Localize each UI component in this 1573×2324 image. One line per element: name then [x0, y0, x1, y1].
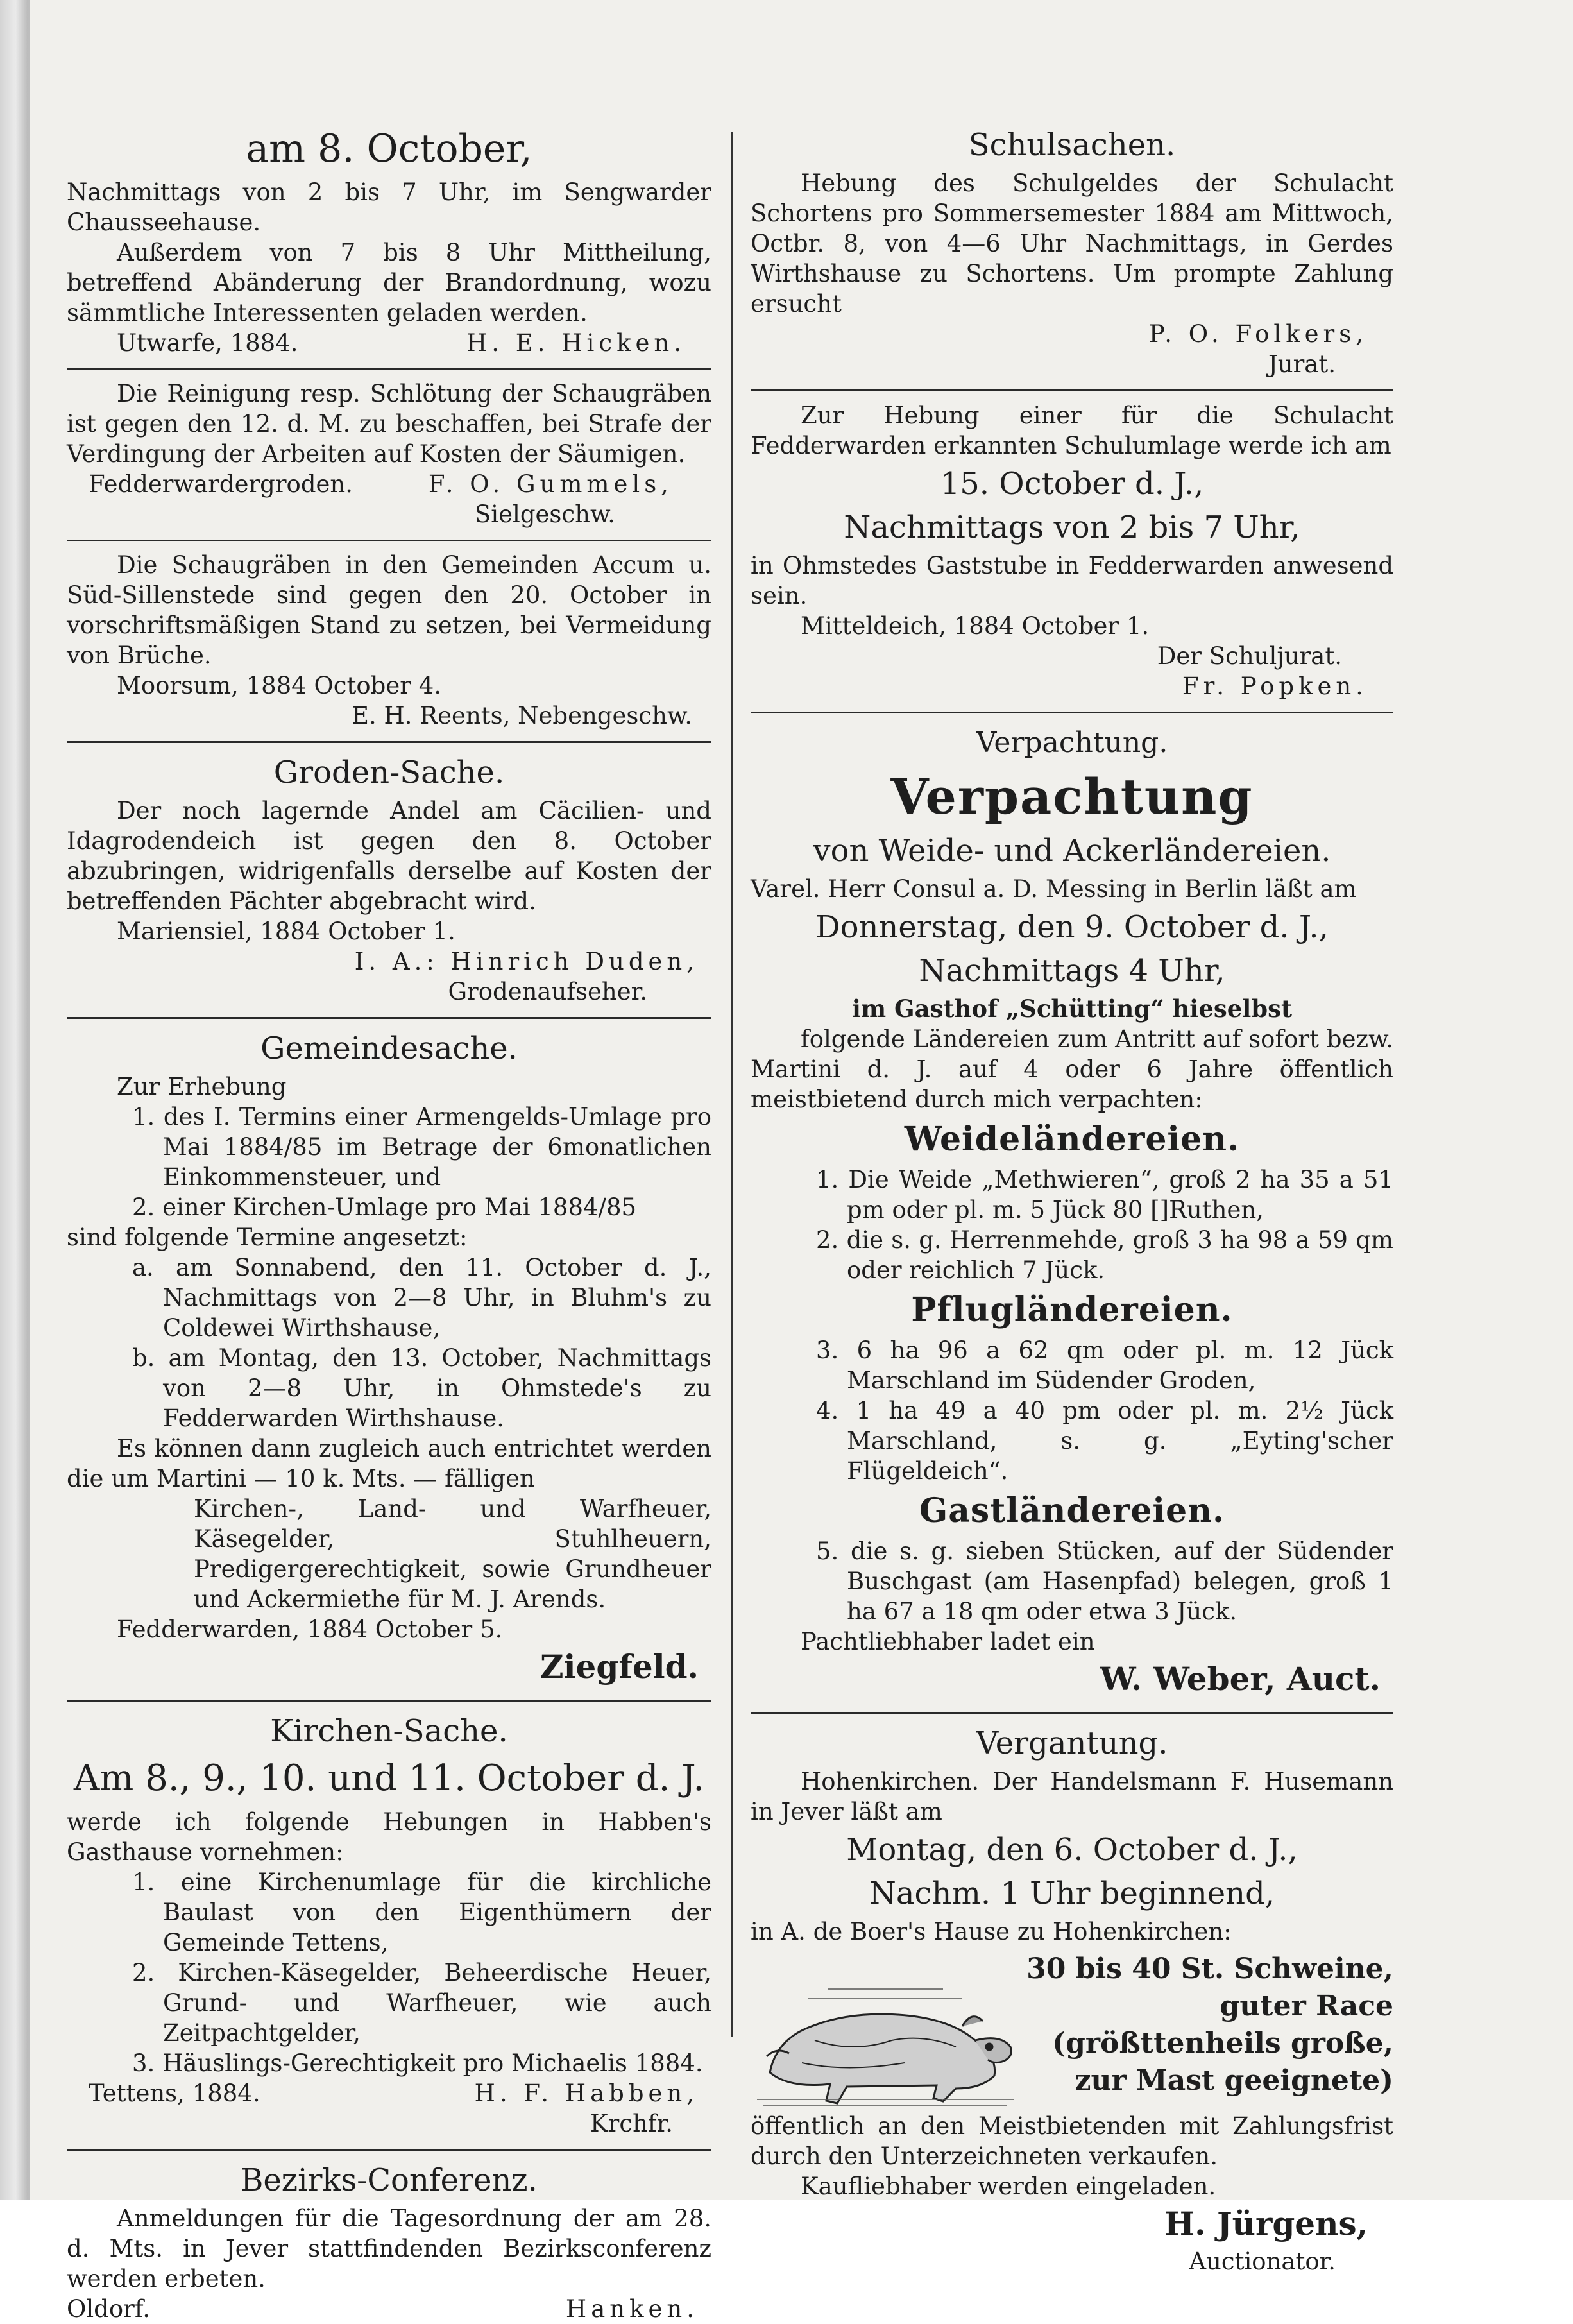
column-divider [731, 132, 733, 2037]
notice-signature: P. O. Folkers, [1148, 320, 1368, 348]
separator [751, 1712, 1393, 1714]
separator [67, 1017, 711, 1019]
notice-text: Nachmittags von 2 bis 7 Uhr, im Sengwarder Chausseehause. [67, 178, 711, 236]
notice-date: 15. October d. J., [940, 466, 1204, 502]
notice-heading: Bezirks-Conferenz. [241, 2162, 538, 2198]
notice-place: Mariensiel, 1884 October 1. [117, 918, 455, 945]
notice-signature: Ziegfeld. [540, 1648, 699, 1686]
notice-location: in Ohmstedes Gaststube in Fedderwarden anwesend sein. [751, 552, 1393, 610]
separator [67, 1700, 711, 1702]
notice-text: sind folgende Termine angesetzt: [67, 1224, 468, 1251]
notice-schaugraeben-2 [67, 550, 711, 731]
notice-signature-title: Sielgeschw. [474, 500, 615, 528]
notice-text: folgende Ländereien zum Antritt auf sofort bezw. Martini d. J. auf 4 oder 6 Jahre öffentlich meistbietend durch mich verpachten: [751, 1025, 1393, 1113]
notice-list-item: 3. 6 ha 96 a 62 qm oder pl. m. 12 Jück Marschland im Südender Groden, [816, 1337, 1393, 1394]
notice-signature: H. E. Hicken. [466, 329, 686, 357]
notice-highlight: zur Mast geeignete) [1075, 2064, 1393, 2097]
notice-text: Kirchen-, Land- und Warfheuer, Käsegelder, Stuhlheuern, Predigergerechtigkeit, sowie Grundheuer und Ackermiethe für M. J. Arends. [194, 1495, 711, 1613]
notice-subheading: von Weide- und Ackerländereien. [813, 833, 1331, 869]
notice-kirchen-sache [67, 1711, 711, 2139]
notice-list-item: 1. eine Kirchenumlage für die kirchliche Baulast von den Eigenthümern der Gemeinde Tettens, [132, 1868, 711, 1956]
notice-text: Die Schaugräben in den Gemeinden Accum u. Süd-Sillenstede sind gegen den 20. October in vorschriftsmäßigen Stand zu setzen, bei Vermeidung von Brüche. [67, 551, 711, 669]
book-binding-edge [0, 0, 28, 2200]
pig-advert-text [1020, 1951, 1393, 2099]
notice-schulsachen [751, 124, 1393, 379]
notice-place: Utwarfe, 1884. [117, 329, 298, 357]
notice-heading: Vergantung. [976, 1725, 1168, 1761]
notice-category: Verpachtung. [976, 726, 1168, 759]
notice-text: Zur Erhebung [117, 1073, 287, 1100]
notice-text: Außerdem von 7 bis 8 Uhr Mittheilung, betreffend Abänderung der Brandordnung, wozu sämmtliche Interessenten geladen werden. [67, 239, 711, 327]
notice-signature-title: Jurat. [1268, 350, 1336, 378]
notice-place: Moorsum, 1884 October 4. [117, 672, 442, 699]
notice-footer [67, 328, 711, 358]
notice-location: in A. de Boer's Hause zu Hohenkirchen: [751, 1918, 1232, 1945]
notice-text: Hohenkirchen. Der Handelsmann F. Husemann in Jever läßt am [751, 1768, 1393, 1825]
separator [67, 540, 711, 541]
notice-text: Es können dann zugleich auch entrichtet werden die um Martini — 10 k. Mts. — fälligen [67, 1435, 711, 1492]
notice-list-item: a. am Sonnabend, den 11. October d. J., Nachmittags von 2—8 Uhr, in Bluhm's zu Coldewei Wirthshause, [132, 1254, 711, 1342]
left-column [67, 122, 711, 2324]
notice-highlight: (größttenheils große, [1052, 2027, 1393, 2060]
notice-text: Anmeldungen für die Tagesordnung der am 28. d. Mts. in Jever stattfindenden Bezirksconferenz werden erbeten. [67, 2205, 711, 2293]
pig-advert [751, 1951, 1393, 2111]
notice-heading: am 8. October, [246, 126, 532, 171]
notice-list-item: 3. Häuslings-Gerechtigkeit pro Michaelis 1884. [132, 2049, 703, 2077]
notice-list-item: 5. die s. g. sieben Stücken, auf der Südender Buschgast (am Hasenpfad) belegen, groß 1 ha 67 a 18 qm oder etwa 3 Jück. [816, 1537, 1393, 1625]
notice-heading: Schulsachen. [968, 127, 1176, 163]
notice-list-item: 2. einer Kirchen-Umlage pro Mai 1884/85 [132, 1193, 637, 1221]
notice-time: Nachm. 1 Uhr beginnend, [869, 1875, 1275, 1911]
notice-signature: W. Weber, Auct. [1100, 1660, 1381, 1698]
notice-footer [67, 2294, 711, 2324]
notice-list-item: 1. des I. Termins einer Armengelds-Umlage pro Mai 1884/85 im Betrage der 6monatlichen Einkommensteuer, und [132, 1103, 711, 1191]
notice-groden-sache [67, 752, 711, 1007]
notice-vergantung [751, 1723, 1393, 2277]
notice-signature: Hanken. [565, 2295, 699, 2323]
notice-signature: E. H. Reents, Nebengeschw. [351, 702, 692, 730]
notice-signature: I. A.: Hinrich Duden, [354, 948, 699, 975]
notice-date: Donnerstag, den 9. October d. J., [815, 909, 1329, 945]
notice-text: Hebung des Schulgeldes der Schulacht Schortens pro Sommersemester 1884 am Mittwoch, Octbr. 8, von 4—6 Uhr Nachmittags, in Gerdes Wirthshause zu Schortens. Um prompte Zahlung ersucht [751, 169, 1393, 318]
notice-place: Fedderwardergroden. [89, 470, 353, 498]
notice-schaugraeben-1 [67, 379, 711, 529]
notice-heading: Verpachtung [890, 768, 1254, 825]
pig-illustration-icon [751, 1951, 1020, 2111]
notice-place: Tettens, 1884. [89, 2080, 260, 2107]
notice-place: Mitteldeich, 1884 October 1. [801, 612, 1150, 640]
notice-signature: Fr. Popken. [1182, 672, 1368, 700]
notice-text: Der noch lagernde Andel am Cäcilien- und Idagrodendeich ist gegen den 8. October abzubringen, widrigenfalls derselbe auf Kosten der betreffenden Pächter abgebracht wird. [67, 797, 711, 915]
notice-text: Pachtliebhaber ladet ein [801, 1628, 1095, 1655]
notice-subheading: Weideländereien. [904, 1120, 1240, 1159]
newspaper-page [28, 0, 1573, 2323]
separator [67, 741, 711, 743]
notice-list-item: b. am Montag, den 13. October, Nachmittags von 2—8 Uhr, in Ohmstede's zu Fedderwarden Wirthshause. [132, 1344, 711, 1432]
notice-subheading: Pflugländereien. [911, 1290, 1233, 1329]
separator [751, 389, 1393, 391]
notice-footer [67, 2078, 711, 2108]
notice-list-item: 2. Kirchen-Käsegelder, Beheerdische Heuer, Grund- und Warfheuer, wie auch Zeitpachtgelder, [132, 1959, 711, 2047]
notice-dates: Am 8., 9., 10. und 11. October d. J. [73, 1757, 705, 1799]
notice-signature-title: Grodenaufseher. [448, 978, 647, 1005]
notice-brandkasse [67, 124, 711, 358]
notice-list-item: 2. die s. g. Herrenmehde, groß 3 ha 98 a 59 qm oder reichlich 7 Jück. [816, 1226, 1393, 1284]
notice-signature: H. Jürgens, [1164, 2205, 1368, 2243]
notice-text: Zur Hebung einer für die Schulacht Fedderwarden erkannten Schulumlage werde ich am [751, 402, 1393, 459]
notice-time: Nachmittags von 2 bis 7 Uhr, [844, 509, 1300, 545]
notice-date: Montag, den 6. October d. J., [846, 1832, 1298, 1868]
notice-heading: Kirchen-Sache. [270, 1713, 508, 1749]
notice-signature-title: Der Schuljurat. [1157, 642, 1342, 670]
notice-text: öffentlich an den Meistbietenden mit Zahlungsfrist durch den Unterzeichneten verkaufen. [751, 2112, 1393, 2170]
notice-footer [67, 469, 711, 499]
notice-list-item: 4. 1 ha 49 a 40 pm oder pl. m. 2½ Jück Marschland, s. g. „Eyting'scher Flügeldeich“. [816, 1397, 1393, 1485]
notice-signature: H. F. Habben, [474, 2080, 699, 2107]
right-column [751, 122, 1393, 2277]
notice-subheading: Gastländereien. [919, 1491, 1225, 1530]
notice-highlight: 30 bis 40 St. Schweine, [1026, 1952, 1393, 1985]
notice-text: Varel. Herr Consul a. D. Messing in Berlin läßt am [751, 875, 1357, 903]
notice-text: Die Reinigung resp. Schlötung der Schaugräben ist gegen den 12. d. M. zu beschaffen, bei Strafe der Verdingung der Arbeiten auf Kosten der Säumigen. [67, 380, 711, 468]
notice-signature: F. O. Gummels, [428, 470, 673, 498]
notice-list-item: 1. Die Weide „Methwieren“, groß 2 ha 35 a 51 pm oder pl. m. 5 Jück 80 []Ruthen, [816, 1166, 1393, 1224]
notice-signature-title: Auctionator. [1189, 2248, 1336, 2275]
notice-time: Nachmittags 4 Uhr, [919, 953, 1225, 989]
notice-bezirks-conferenz [67, 2160, 711, 2324]
notice-heading: Groden-Sache. [273, 755, 505, 790]
notice-verpachtung [751, 722, 1393, 1702]
notice-place: Fedderwarden, 1884 October 5. [117, 1616, 503, 1643]
notice-text: Kaufliebhaber werden eingeladen. [801, 2173, 1216, 2200]
notice-signature-title: Krchfr. [590, 2110, 673, 2137]
notice-heading: Gemeindesache. [260, 1030, 518, 1066]
notice-place: Oldorf. [67, 2295, 150, 2323]
notice-text: werde ich folgende Hebungen in Habben's Gasthause vornehmen: [67, 1808, 711, 1866]
separator [751, 712, 1393, 713]
notice-location: im Gasthof „Schütting“ hieselbst [851, 995, 1293, 1023]
notice-highlight: guter Race [1220, 1990, 1393, 2022]
notice-gemeindesache [67, 1028, 711, 1689]
separator [67, 2149, 711, 2151]
notice-schulumlage [751, 400, 1393, 701]
separator [67, 368, 711, 370]
